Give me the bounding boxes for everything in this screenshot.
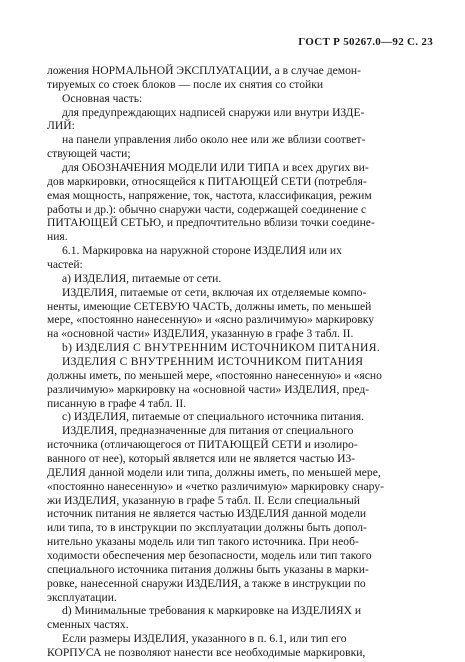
text-line: мере, «постоянно нанесенную» и «ясно различимую» маркировку [47,313,375,326]
text-line: ИЗДЕЛИЯ, предназначенные для питания от специального [62,424,354,437]
text-line: Основная часть: [62,92,143,105]
text-line: ненты, имеющие СЕТЕВУЮ ЧАСТЬ, должны иметь, по меньшей [47,300,372,313]
text-line: на «основной части» ИЗДЕЛИЯ, указанную в графе 3 табл. II. [47,327,354,340]
text-line: 6.1. Маркировка на наружной стороне ИЗДЕЛИЯ или их [62,244,342,257]
text-line: для ОБОЗНАЧЕНИЯ МОДЕЛИ ИЛИ ТИПА и всех других ви- [62,161,369,174]
text-line: ствующей части; [47,147,131,160]
text-line: b) ИЗДЕЛИЯ С ВНУТРЕННИМ ИСТОЧНИКОМ ПИТАНИЯ. [62,341,380,354]
text-line: эксплуатации. [47,591,117,604]
text-line: тируемых со стоек блоков — после их снятия со стойки [47,78,324,91]
text-line: источника (отличающегося от ПИТАЮЩЕЙ СЕТИ и изолиро- [47,438,358,451]
text-line: ния. [47,230,68,243]
text-line: c) ИЗДЕЛИЯ, питаемые от специального источника питания. [62,410,364,423]
text-line: ЛИЙ: [47,119,75,132]
text-line: должны иметь, по меньшей мере, «постоянно нанесенную» и «ясно [47,369,382,382]
text-line: работы и др.): обычно снаружи части, содержащей соединение с [47,203,367,216]
text-line: различимую» маркировку на «основной части» ИЗДЕЛИЯ, пред- [47,383,370,396]
text-line: сменных частях. [47,618,129,631]
text-line: a) ИЗДЕЛИЯ, питаемые от сети. [62,272,222,285]
text-line: специального источника питания должны быть указаны в марки- [47,563,369,576]
text-line: ПИТАЮЩЕЙ СЕТЬЮ, и предпочтительно вблизи точки соедине- [47,216,375,229]
text-line: ИЗДЕЛИЯ С ВНУТРЕННИМ ИСТОЧНИКОМ ПИТАНИЯ [62,355,364,368]
text-line: ровке, нанесенной снаружи ИЗДЕЛИЯ, а также в инструкции по [47,577,366,590]
text-line: дов маркировки, относящейся к ПИТАЮЩЕЙ СЕТИ (потребля- [47,175,367,188]
text-line: Если размеры ИЗДЕЛИЯ, указанного в п. 6.1, или тип его [62,632,347,645]
text-line: d) Минимальные требования к маркировке на ИЗДЕЛИЯХ и [62,604,362,617]
text-line: ванного от нее), который является или не является частью ИЗ- [47,452,356,465]
text-line: частей: [47,258,83,271]
text-line: КОРПУСА не позволяют нанести все необходимые маркировки, [47,646,366,659]
text-line: ИЗДЕЛИЯ, питаемые от сети, включая их отделяемые компо- [62,286,367,299]
text-line: или типа, то в инструкции по эксплуатации должны быть допол- [47,521,367,534]
page-header: ГОСТ Р 50267.0—92 С. 23 [298,36,433,48]
text-line: нительно указаны модель или тип такого источника. При необ- [47,535,359,548]
text-line: «постоянно нанесенную» и «четко различимую» маркировку снару- [47,480,384,493]
text-line: ложения НОРМАЛЬНОЙ ЭКСПЛУАТАЦИИ, а в случае демон- [47,64,361,77]
text-line: для предупреждающих надписей снаружи или внутри ИЗДЕ- [62,106,365,119]
text-line: емая мощность, напряжение, ток, частота, классификация, режим [47,189,372,202]
text-line: ходимости обеспечения мер безопасности, модель или тип такого [47,549,372,562]
text-line: на панели управления либо около нее или же вблизи соответ- [62,133,366,146]
text-line: источник питания не является частью ИЗДЕЛИЯ данной модели [47,507,367,520]
text-line: жи ИЗДЕЛИЯ, указанную в графе 5 табл. II. Если специальный [47,494,361,507]
text-line: писанную в графе 4 табл. II. [47,397,187,410]
text-line: ДЕЛИЯ данной модели или типа, должны иметь, по меньшей мере, [47,466,381,479]
